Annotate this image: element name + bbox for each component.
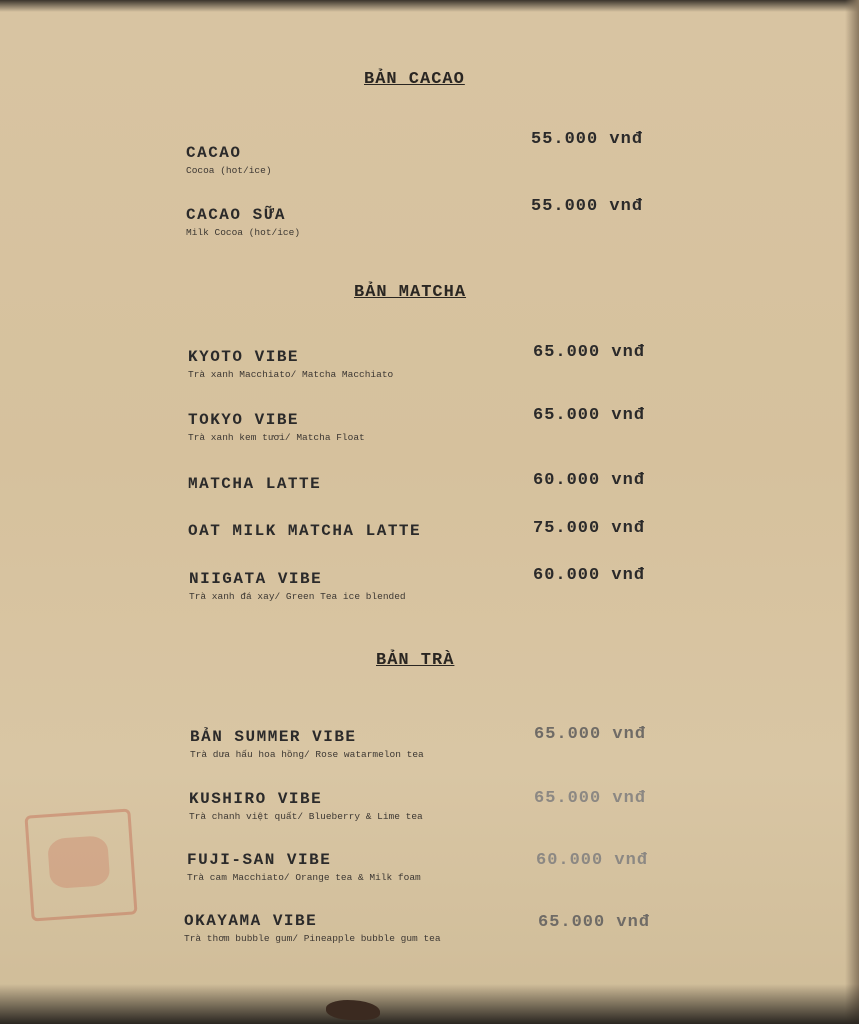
section-title-matcha: BẢN MATCHA xyxy=(354,283,467,302)
item-desc: Trà dưa hấu hoa hồng/ Rose watarmelon tea xyxy=(190,749,424,760)
menu-item-matcha-latte xyxy=(188,475,321,493)
item-price: 75.000 vnđ xyxy=(533,519,646,538)
item-price: 65.000 vnđ xyxy=(534,789,647,808)
menu-item-ban-summer-vibe xyxy=(190,728,424,760)
menu-item-kushiro-vibe xyxy=(189,790,423,822)
menu-item-kyoto-vibe xyxy=(188,348,393,380)
item-price: 65.000 vnđ xyxy=(533,406,646,425)
item-price: 65.000 vnđ xyxy=(533,343,646,362)
item-name: NIIGATA VIBE xyxy=(189,570,323,588)
item-name: KUSHIRO VIBE xyxy=(189,790,323,808)
item-price: 55.000 vnđ xyxy=(531,197,644,216)
item-price: 55.000 vnđ xyxy=(531,130,644,149)
page-bottom-edge xyxy=(0,984,859,1024)
item-desc: Trà xanh kem tươi/ Matcha Float xyxy=(188,432,365,443)
item-name: BẢN SUMMER VIBE xyxy=(190,728,357,746)
menu-item-cacao-sua xyxy=(186,206,300,238)
item-name: TOKYO VIBE xyxy=(188,411,300,429)
item-price: 60.000 vnđ xyxy=(533,566,646,585)
item-desc: Trà xanh Macchiato/ Matcha Macchiato xyxy=(188,369,394,380)
page-right-edge xyxy=(845,0,859,1024)
item-desc: Trà cam Macchiato/ Orange tea & Milk foam xyxy=(187,872,421,883)
red-stamp-mark xyxy=(24,808,137,921)
item-desc: Trà xanh đá xay/ Green Tea ice blended xyxy=(189,591,406,602)
section-title-tra: BẢN TRÀ xyxy=(376,651,455,670)
item-name: OKAYAMA VIBE xyxy=(184,912,318,930)
menu-item-cacao xyxy=(186,144,272,176)
page-top-shadow xyxy=(0,0,859,12)
item-desc: Cocoa (hot/ice) xyxy=(186,165,272,176)
menu-item-oat-milk-matcha-latte xyxy=(188,522,421,540)
item-name: FUJI-SAN VIBE xyxy=(187,851,332,869)
menu-item-fuji-san-vibe xyxy=(187,851,421,883)
item-desc: Milk Cocoa (hot/ice) xyxy=(186,227,301,238)
menu-item-niigata-vibe xyxy=(189,570,406,602)
item-name: OAT MILK MATCHA LATTE xyxy=(188,522,422,540)
item-name: KYOTO VIBE xyxy=(188,348,300,366)
menu-item-okayama-vibe xyxy=(184,912,441,944)
menu-item-tokyo-vibe xyxy=(188,411,365,443)
item-name: CACAO xyxy=(186,144,242,162)
item-desc: Trà chanh việt quất/ Blueberry & Lime tea xyxy=(189,811,423,822)
item-name: CACAO SỮA xyxy=(186,206,286,224)
item-price: 65.000 vnđ xyxy=(538,913,651,932)
item-name: MATCHA LATTE xyxy=(188,475,322,493)
item-price: 60.000 vnđ xyxy=(533,471,646,490)
item-desc: Trà thơm bubble gum/ Pineapple bubble gum tea xyxy=(184,933,441,944)
section-title-cacao: BẢN CACAO xyxy=(364,70,465,89)
item-price: 65.000 vnđ xyxy=(534,725,647,744)
item-price: 60.000 vnđ xyxy=(536,851,649,870)
